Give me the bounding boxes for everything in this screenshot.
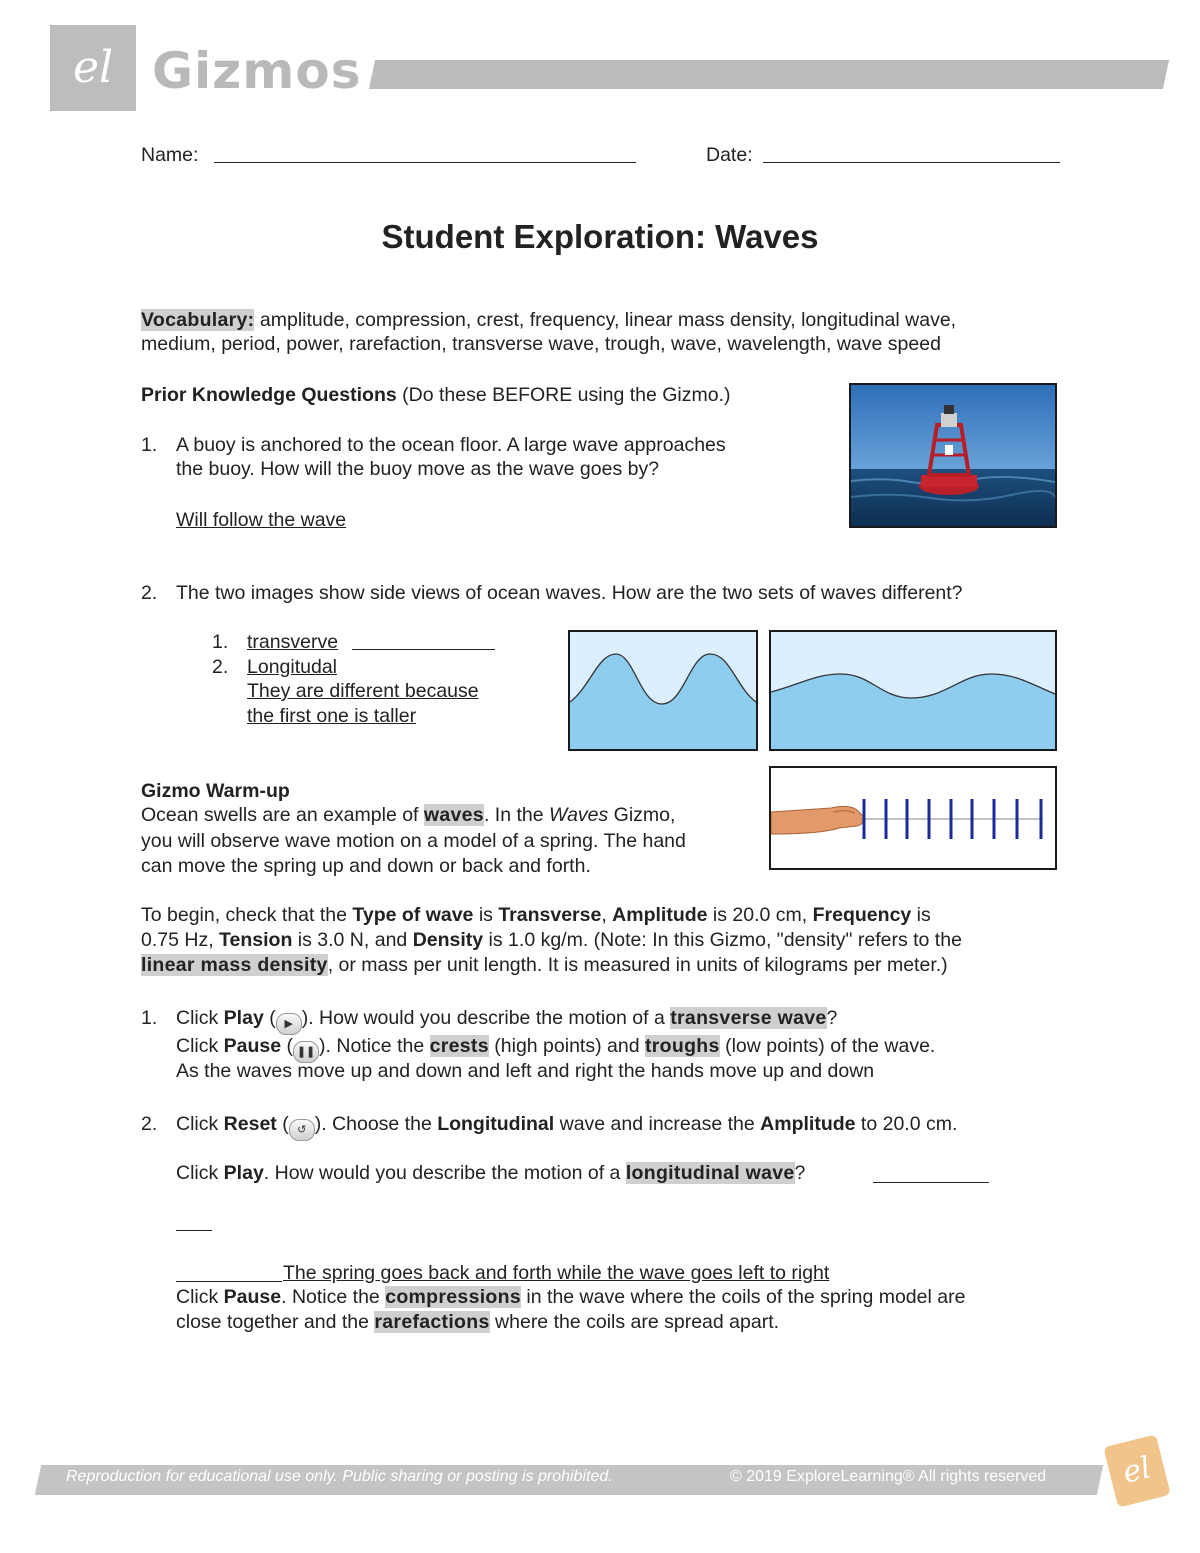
buoy-photo (849, 383, 1057, 528)
warmup-paragraph-2-line-3: linear mass density, or mass per unit length. It is measured in units of kilograms per meter.) (141, 954, 948, 976)
date-label: Date: (706, 144, 753, 166)
step-2-line-3: Click Pause. Notice the compressions in the wave where the coils of the spring model are (176, 1286, 966, 1308)
step-2-line-2: Click Play. How would you describe the motion of a longitudinal wave? (176, 1162, 806, 1184)
warmup-paragraph-1-line-1: Ocean swells are an example of waves. In the Waves Gizmo, (141, 804, 676, 826)
play-icon[interactable]: ▶ (276, 1013, 302, 1035)
step-1-line-2: Click Pause ( ❚❚ ). Notice the crests (high points) and troughs (low points) of the wave. (176, 1034, 935, 1063)
q1-text-2: the buoy. How will the buoy move as the wave goes by? (176, 458, 660, 480)
q2-answer-2[interactable]: Longitudal (247, 656, 337, 678)
term-crests: crests (429, 1035, 489, 1057)
term-rarefactions: rarefactions (374, 1311, 490, 1333)
step-1-line-1: Click Play ( ▶ ). How would you describe the motion of a transverse wave? (176, 1006, 837, 1035)
step-2-line-4: close together and the rarefactions where the coils are spread apart. (176, 1311, 780, 1333)
warmup-paragraph-1-line-2: you will observe wave motion on a model of a spring. The hand (141, 830, 686, 852)
vocabulary-label: Vocabulary: (141, 309, 255, 331)
name-label: Name: (141, 144, 199, 166)
step-2-blank-3 (176, 1281, 282, 1282)
q2-answer-4[interactable]: the first one is taller (247, 705, 417, 727)
gizmos-logo-mark: el (72, 42, 114, 93)
gentle-waves-illustration (771, 632, 1055, 749)
tall-waves-image (568, 630, 758, 751)
term-troughs: troughs (644, 1035, 720, 1057)
spring-hand-illustration (771, 768, 1055, 868)
term-linear-mass-density: linear mass density (141, 954, 328, 976)
prior-heading-bold: Prior Knowledge Questions (141, 384, 397, 406)
q1-answer[interactable]: Will follow the wave (176, 509, 347, 531)
q1-number: 1. (141, 434, 158, 456)
name-field[interactable] (214, 162, 636, 163)
date-field[interactable] (763, 162, 1060, 163)
gizmos-logo-badge (50, 25, 136, 111)
term-transverse-wave: transverse wave (670, 1007, 827, 1029)
page-title: Student Exploration: Waves (381, 218, 819, 255)
term-waves: waves (423, 804, 484, 826)
explorelearning-badge: el (1103, 1434, 1170, 1507)
term-longitudinal-wave: longitudinal wave (625, 1162, 795, 1184)
footer-copyright: © 2019 ExploreLearning® All rights reserved (730, 1468, 1047, 1485)
spring-model-image (769, 766, 1057, 870)
q1-text-1: A buoy is anchored to the ocean floor. A large wave approaches (176, 434, 726, 456)
q2-answer-2-number: 2. (212, 656, 229, 678)
vocabulary-terms-2: medium, period, power, rarefaction, transverse wave, trough, wave, wavelength, wave speed (141, 333, 941, 355)
step-2-blank-2 (176, 1230, 212, 1231)
header-bar (369, 60, 1169, 89)
q2-text: The two images show side views of ocean waves. How are the two sets of waves different? (176, 582, 963, 604)
q2-answer-1-number: 1. (212, 631, 229, 653)
q2-number: 2. (141, 582, 158, 604)
step-1-number: 1. (141, 1007, 158, 1029)
q2-answer-3[interactable]: They are different because (247, 680, 479, 702)
step-2-blank-1 (873, 1182, 989, 1183)
gizmos-brand-name: Gizmos (152, 42, 362, 100)
vocabulary-terms-1: amplitude, compression, crest, frequency, linear mass density, longitudinal wave, (254, 309, 957, 331)
step-2-number: 2. (141, 1113, 158, 1135)
term-compressions: compressions (385, 1286, 522, 1308)
prior-knowledge-heading (141, 383, 731, 408)
footer-reproduction-notice: Reproduction for educational use only. Public sharing or posting is prohibited. (66, 1468, 613, 1485)
buoy-illustration (851, 385, 1055, 526)
step-2-line-1: Click Reset ( ↺ ). Choose the Longitudinal wave and increase the Amplitude to 20.0 cm. (176, 1112, 957, 1141)
q2-answer-1-blank (352, 649, 495, 650)
gentle-waves-image (769, 630, 1057, 751)
pause-icon[interactable]: ❚❚ (293, 1041, 319, 1063)
warmup-paragraph-2-line-1: To begin, check that the Type of wave is Transverse, Amplitude is 20.0 cm, Frequency is (141, 904, 931, 926)
warmup-paragraph-2-line-2: 0.75 Hz, Tension is 3.0 N, and Density is 1.0 kg/m. (Note: In this Gizmo, "density" refers to the (141, 929, 962, 951)
warmup-heading: Gizmo Warm-up (141, 780, 290, 802)
step-2-answer[interactable]: The spring goes back and forth while the wave goes left to right (283, 1262, 830, 1284)
reset-icon[interactable]: ↺ (289, 1119, 315, 1141)
vocabulary-line-1 (141, 308, 956, 333)
tall-waves-illustration (570, 632, 756, 749)
q2-answer-1[interactable]: transverve (247, 631, 339, 653)
prior-heading-note: (Do these BEFORE using the Gizmo.) (396, 384, 731, 406)
step-1-answer[interactable]: As the waves move up and down and left and right the hands move up and down (176, 1060, 875, 1082)
warmup-paragraph-1-line-3: can move the spring up and down or back and forth. (141, 855, 591, 877)
